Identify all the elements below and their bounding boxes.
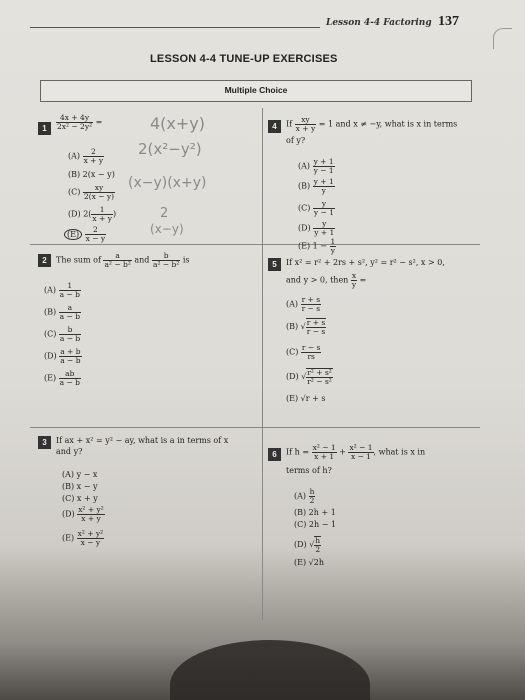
choice-e[interactable]: (E) 1 − $\frac{1}{y}$ — [298, 237, 336, 255]
handwritten-denominator: 2(x²−y²) — [138, 140, 202, 158]
choice-e[interactable]: (E) $\frac{2}{x - y}$ — [64, 226, 106, 243]
choice-d[interactable]: (D) $\frac{\text{x² + y²}}{x + y}$ — [62, 505, 104, 523]
choice-b[interactable]: (B) $\frac{a}{a - b}$ — [44, 303, 80, 321]
choice-d[interactable]: (D) $\frac{a + b}{a - b}$ — [44, 347, 81, 365]
problem-stem-line-2: and y > 0, then $\frac{x}{y}$ = — [286, 271, 367, 289]
problem-stem: If x² = r² + 2rs + s², y² = r² − s², x > 0, — [286, 258, 445, 267]
problem-number: 6 — [268, 448, 281, 461]
lesson-title: LESSON 4-4 TUNE-UP EXERCISES — [150, 53, 338, 65]
choice-a[interactable]: (A) $\frac{1}{a - b}$ — [44, 281, 80, 299]
problem-number: 3 — [38, 436, 51, 449]
choice-c[interactable]: (C) $\frac{r - s}{rs}$ — [286, 343, 321, 361]
page-number: 137 — [438, 14, 459, 29]
choice-d[interactable]: (D) √ $\frac{\text{r² + s²}}{\text{r² − s²}}$ — [286, 368, 332, 386]
choice-b[interactable]: (B) √ $\frac{r + s}{r - s}$ — [286, 318, 326, 336]
section-title: Multiple Choice — [224, 85, 288, 95]
choice-b[interactable]: (B) x − y — [62, 482, 98, 491]
choice-c[interactable]: (C) x + y — [62, 494, 98, 503]
problem-number: 4 — [268, 120, 281, 133]
choice-a[interactable]: (A) $\frac{y + 1}{y - 1}$ — [298, 157, 334, 175]
choice-a[interactable]: (A) $\frac{h}{2}$ — [294, 487, 315, 505]
photo-shadow — [170, 640, 370, 700]
problem-3 — [38, 436, 260, 566]
choice-d[interactable]: (D) 2( $\frac{1}{x + y}$ ) — [68, 205, 117, 223]
choice-b[interactable]: (B) $\frac{y + 1}{y}$ — [298, 177, 334, 195]
problem-number: 2 — [38, 254, 51, 267]
choice-e[interactable]: (E) $\frac{ab}{a - b}$ — [44, 369, 80, 387]
section-banner — [40, 80, 472, 102]
header-rule — [30, 27, 320, 28]
handwritten-factored: (x−y)(x+y) — [128, 175, 207, 191]
choice-c[interactable]: (C) $\frac{b}{a - b}$ — [44, 325, 81, 343]
choice-a[interactable]: (A) $\frac{r + s}{r - s}$ — [286, 295, 321, 313]
problem-stem: If h = $\frac{\text{x² − 1}}{x + 1}$ + $\frac{\text{x² − 1}}{x - 1}$ , what is x in — [286, 443, 426, 461]
choice-b[interactable]: (B) 2h + 1 — [294, 508, 336, 517]
choice-d[interactable]: (D) $\frac{y}{y + 1}$ — [298, 219, 335, 237]
problem-4 — [268, 114, 478, 255]
running-title: Lesson 4-4 Factoring — [326, 18, 432, 28]
choice-a[interactable]: (A) y − x — [62, 470, 98, 479]
handwritten-two: 2 — [160, 206, 169, 221]
choice-b[interactable]: (B) 2(x − y) — [68, 170, 115, 179]
choice-e[interactable]: (E) √r + s — [286, 394, 326, 403]
running-header — [0, 14, 480, 34]
problem-stem-line-2: of y? — [286, 136, 306, 145]
problem-stem-line-2: and y? — [56, 447, 83, 456]
column-divider — [262, 108, 263, 620]
problem-stem: If ax + x² = y² − ay, what is a in terms of x — [56, 436, 229, 445]
choice-c[interactable]: (C) 2h − 1 — [294, 520, 337, 529]
handwritten-numerator: 4(x+y) — [150, 114, 206, 133]
choice-c[interactable]: (C) $\frac{xy}{2(x - y)}$ — [68, 183, 115, 201]
problem-number: 1 — [38, 122, 51, 135]
problem-stem: $\frac{4x + 4y}{\text{2x² − 2y²}}$ = — [57, 113, 103, 131]
choice-e[interactable]: (E) √2h — [294, 558, 324, 567]
choice-c[interactable]: (C) $\frac{y}{y - 1}$ — [298, 199, 334, 217]
choice-d[interactable]: (D) √ $\frac{h}{2}$ — [294, 536, 321, 554]
problem-number: 5 — [268, 258, 281, 271]
problem-6 — [268, 442, 478, 572]
problem-stem: The sum of $\frac{a}{\text{a² − b²}}$ and $\frac{b}{\text{a² − b²}}$ is — [56, 251, 190, 269]
problem-5 — [268, 254, 478, 424]
problem-stem: If $\frac{xy}{x + y}$ = 1 and x ≠ −y, what is x in terms — [286, 115, 458, 133]
stem-fraction: $\frac{4x + 4y}{\text{2x² − 2y²}}$ — [57, 113, 93, 131]
problem-2 — [38, 252, 260, 424]
choice-a[interactable]: (A) $\frac{2}{x + y}$ — [68, 147, 104, 165]
choice-e[interactable]: (E) $\frac{\text{x² + y²}}{x - y}$ — [62, 529, 104, 547]
row-divider-2 — [30, 427, 480, 428]
problem-stem-line-2: terms of h? — [286, 466, 332, 475]
page-corner-mark — [493, 28, 512, 49]
handwritten-factor: (x−y) — [150, 222, 184, 236]
row-divider-1 — [30, 244, 480, 245]
